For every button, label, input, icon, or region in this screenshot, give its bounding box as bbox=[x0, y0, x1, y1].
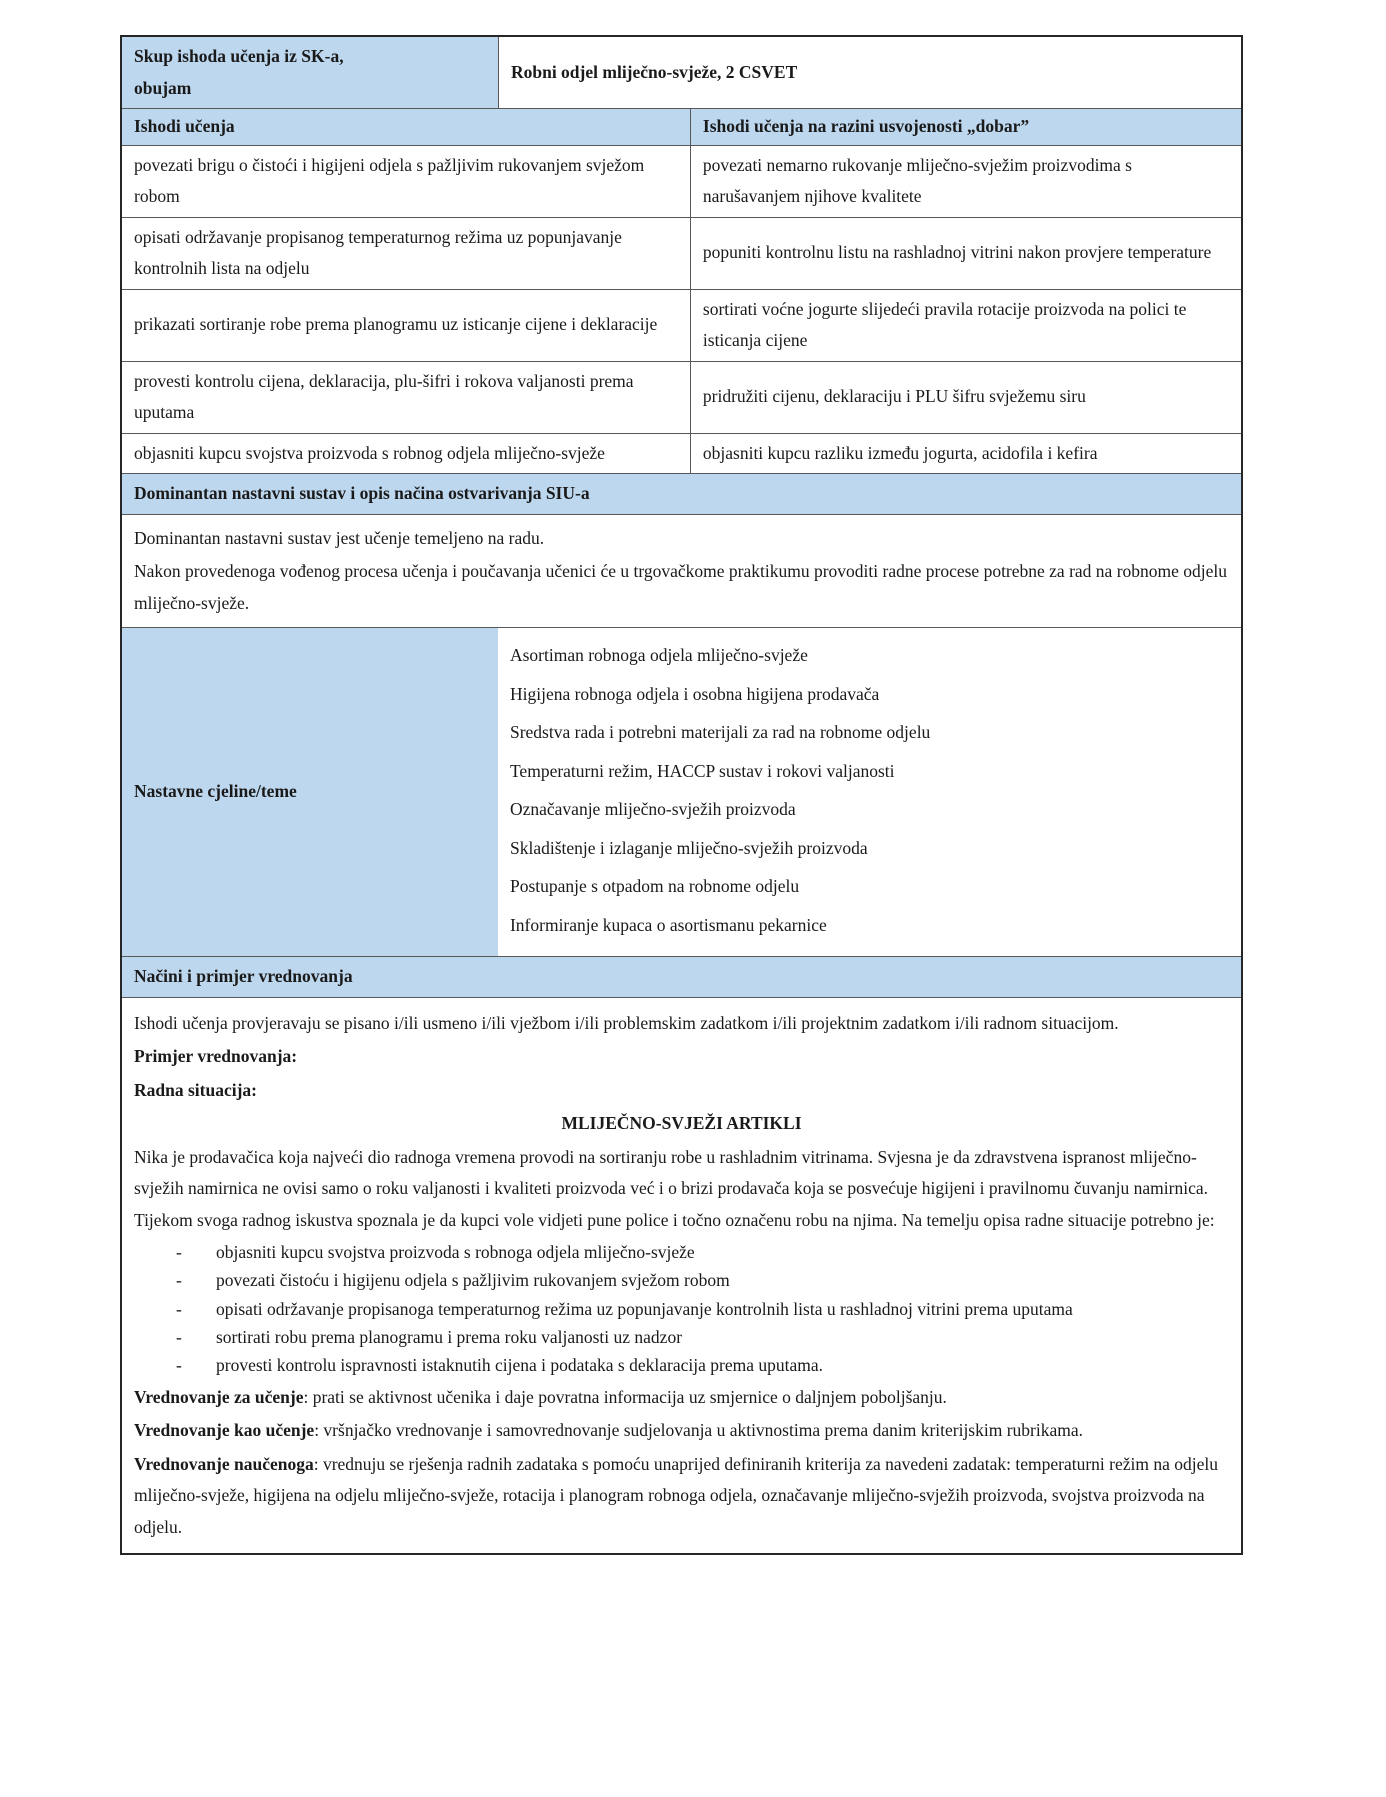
units-label: Nastavne cjeline/teme bbox=[134, 781, 297, 802]
bullet-dash: - bbox=[176, 1327, 182, 1348]
section-header-evaluation bbox=[122, 956, 1241, 997]
dominant-paragraph: Nakon provedenoga vođenog procesa učenja i poučavanja učenici će u trgovačkome praktikumu provoditi radne procese potrebne za rad na robnome odjelu mliječno-svježe. bbox=[134, 561, 1228, 613]
task-item: - povezati čistoću i higijenu odjela s pažljivim rukovanjem svježom robom bbox=[176, 1266, 1229, 1294]
note-assessment-of-learning: Vrednovanje naučenoga: vrednuju se rješenja radnih zadataka s pomoću unaprijed definiranih kriterija za navedeni zadatak: temperaturni režim na odjelu mliječno-svježe, higijena na odjelu mliječno-svježe, rotacija i planogram robnoga odjela, označavanje mliječno-svježih proizvoda, svojstva proizvoda na odjelu. bbox=[134, 1453, 1218, 1537]
situation-paragraph: Nika je prodavačica koja najveći dio radnoga vremena provodi na sortiranju robe u rashladnim vitrinama. Svjesna je da zdravstvena ispranost mliječno-svježih namirnica ne ovisi samo o roku valjanosti i kvaliteti proizvoda već i o brizi prodavača koja se posvećuje higijeni i pravilnomu čuvanju namirnica. Tijekom svoga radnog iskustva spoznala je da kupci vole vidjeti pune police i točno označenu robu na njima. Na temelju opisa radne situacije potrebno je: bbox=[134, 1146, 1215, 1230]
section-header-dominant bbox=[122, 473, 1241, 514]
note-assessment-as-learning: Vrednovanje kao učenje: vršnjačko vrednovanje i samovrednovanje sudjelovanja u aktivnostima prema danim kriterijskim rubrikama. bbox=[134, 1420, 1084, 1441]
header-value-cell bbox=[498, 37, 1241, 108]
evaluation-content bbox=[122, 998, 1241, 1554]
bullet-dash: - bbox=[176, 1270, 182, 1291]
situation-title: MLIJEČNO-SVJEŽI ARTIKLI bbox=[561, 1113, 802, 1133]
task-item: - provesti kontrolu ispravnosti istaknutih cijena i podataka s deklaracija prema uputama. bbox=[176, 1351, 1229, 1379]
outcome-right: povezati nemarno rukovanje mliječno-svježim proizvodima s narušavanjem njihove kvalitete bbox=[690, 146, 1241, 217]
unit-item: Označavanje mliječno-svježih proizvoda bbox=[509, 799, 796, 819]
task-item: - sortirati robu prema planogramu i prema roku valjanosti uz nadzor bbox=[176, 1323, 1229, 1351]
outcome-row bbox=[122, 433, 1241, 474]
task-item: - objasniti kupcu svojstva proizvoda s robnoga odjela mliječno-svježe bbox=[176, 1238, 1229, 1266]
dominant-paragraph: Dominantan nastavni sustav jest učenje temeljeno na radu. bbox=[134, 527, 545, 548]
outcome-row bbox=[122, 145, 1241, 217]
outcome-left: povezati brigu o čistoći i higijeni odjela s pažljivim rukovanjem svježom robom bbox=[134, 154, 645, 206]
header-row bbox=[122, 37, 1241, 108]
unit-item: Temperaturni režim, HACCP sustav i rokovi valjanosti bbox=[509, 760, 895, 781]
outcome-left: provesti kontrolu cijena, deklaracija, plu-šifri i rokova valjanosti prema uputama bbox=[134, 370, 634, 422]
unit-item: Asortiman robnoga odjela mliječno-svježe bbox=[509, 645, 808, 665]
outcome-left: prikazati sortiranje robe prema planogramu uz isticanje cijene i deklaracije bbox=[134, 314, 658, 335]
unit-item: Skladištenje i izlaganje mliječno-svježih proizvoda bbox=[509, 837, 868, 858]
evaluation-intro: Ishodi učenja provjeravaju se pisano i/ili usmeno i/ili vježbom i/ili problemskim zadatkom i/ili projektnim zadatkom i/ili radnom situacijom. bbox=[134, 1012, 1119, 1033]
header-label: Skup ishoda učenja iz SK-a, obujam bbox=[134, 46, 344, 98]
section-title: Dominantan nastavni sustav i opis načina ostvarivanja SIU-a bbox=[134, 483, 590, 503]
col-header-outcomes-level: Ishodi učenja na razini usvojenosti „dobar” bbox=[690, 109, 1241, 145]
outcome-left: opisati održavanje propisanog temperaturnog režima uz popunjavanje kontrolnih lista na odjelu bbox=[134, 226, 622, 278]
outcome-left: objasniti kupcu svojstva proizvoda s robnog odjela mliječno-svježe bbox=[134, 442, 605, 463]
task-item: - opisati održavanje propisanoga temperaturnog režima uz popunjavanje kontrolnih lista u rashladnoj vitrini prema uputama bbox=[176, 1295, 1229, 1323]
col-header-outcomes: Ishodi učenja bbox=[122, 109, 690, 145]
outcome-right: sortirati voćne jogurte slijedeći pravila rotacije proizvoda na polici te isticanja cijene bbox=[690, 290, 1241, 361]
outcome-right: objasniti kupcu razliku između jogurta, acidofila i kefira bbox=[690, 434, 1241, 474]
outcome-row bbox=[122, 361, 1241, 433]
bullet-dash: - bbox=[176, 1242, 182, 1262]
header-label-cell bbox=[122, 37, 498, 108]
outcome-right: popuniti kontrolnu listu na rashladnoj vitrini nakon provjere temperature bbox=[690, 218, 1241, 289]
bullet-dash: - bbox=[176, 1298, 182, 1319]
outcome-row bbox=[122, 217, 1241, 289]
units-label-cell bbox=[122, 628, 498, 956]
outcome-row bbox=[122, 289, 1241, 361]
column-header-row bbox=[122, 108, 1241, 145]
units-list bbox=[498, 628, 1241, 956]
unit-item: Informiranje kupaca o asortismanu pekarnice bbox=[509, 914, 827, 935]
dominant-content bbox=[122, 515, 1241, 628]
section-title: Načini i primjer vrednovanja bbox=[134, 966, 353, 986]
unit-item: Postupanje s otpadom na robnome odjelu bbox=[509, 876, 800, 896]
note-assessment-for-learning: Vrednovanje za učenje: prati se aktivnost učenika i daje povratna informacija uz smjernice o daljnjem poboljšanju. bbox=[134, 1386, 947, 1407]
unit-item: Sredstva rada i potrebni materijali za rad na robnome odjelu bbox=[509, 722, 931, 742]
units-row bbox=[122, 627, 1241, 956]
situation-label: Radna situacija: bbox=[134, 1079, 257, 1100]
outcome-right: pridružiti cijenu, deklaraciju i PLU šifru svježemu siru bbox=[690, 362, 1241, 433]
unit-item: Higijena robnoga odjela i osobna higijena prodavača bbox=[509, 683, 880, 704]
dominant-content-row bbox=[122, 514, 1241, 628]
evaluation-content-row bbox=[122, 997, 1241, 1554]
header-value: Robni odjel mliječno-svježe, 2 CSVET bbox=[510, 61, 798, 82]
example-label: Primjer vrednovanja: bbox=[134, 1046, 298, 1066]
task-list bbox=[176, 1238, 1229, 1380]
bullet-dash: - bbox=[176, 1355, 182, 1376]
curriculum-table bbox=[120, 35, 1243, 1555]
